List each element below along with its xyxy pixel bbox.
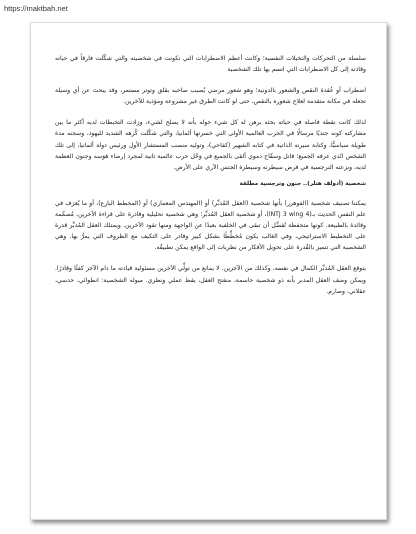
paragraph-3: لذلك كانت نقطة فاصلة في حياته بحثه برهن له كل شيء حوله بأنه لا يصلح لشيء، وزادت التخبطات لديه أكثر ما بين مشاركته كونه جنديًا مرسالًا في الحرب العالمية الأولى التي خسرتها ألمانيا، والتي شكّلت كُرهه الشديد لليهود، وسجنه مدة طويلة سياسيًّا، وكتابة سيرته الذاتية في كتابه الشهير (كفاحي)، وتوليه منصب المستشار الأول ورئيس دولة ألمانيا، إلى تلك الشخص الذي عرفه الجميع؛ قاتل وسفّاح دموي ألقى بالجميع في وَحْل حرب عالمية ثانية لمجرد إرضاء هَوَسه وجنون العظمة لديه، ونزعته النرجسية في فرض سيطرته وسيطرة الجنس الآري على الأرض. <box>55 119 366 171</box>
paragraph-2: اضطراب أو عُقدة النقص والشعور بالدونية؛ وهو شعور مرضي يُصيب صاحبه بقلق وتوتر مستمر، وقد يبحث عن أي وسيلة تجعله في مكانة متقدمة لعلاج شعوره بالنقص، حتى لو كانت الطرق غير مشروعة ومؤذية للآخرين. <box>55 87 366 106</box>
site-url: https://maktbah.net <box>4 4 68 13</box>
document-page <box>30 22 387 520</box>
paragraph-1: سلسلة من التحركات والتخيلات النفسية؛ وكانت أعظم الاضطرابات التي تكونت في شخصيته والتي شكّلت فارقاً في حياته وقادته إلى كل الاضطرابات التي اتسم بها تلك الشخصية <box>55 55 366 74</box>
paragraph-4: يمكننا تصنيف شخصية (الفوهرر) بأنها شخصية (العقل المُدبِّر) أو (المهندس المعماري) أو (المخطط البارع)، أو ما يُعرَف في علم النفس الحديث بـ(INTJ 3 wing 4)، أو شخصية العقل المُدبِّر؛ وهي شخصية تحليلية وقادرة على قراءة الآخرين، مُصمِّمة وقائدة بالطبيعة. كونها متحفظة تُفضِّل أن تبقى في الخلفية بعيدًا عن الواجهة ومنها تقود الآخرين. ويمتلك العقل المُدبِّر قدرة على التخطيط الاستراتيجي، وفي الغالب يكون مُخطِّطًا بشكل كبير وقادر على التكيف مع الظروف التي يمرُّ بها. وهي الشخصية التي تتميز بالقُدرة على تحويل الأفكار من نظريات إلى الواقع يمكن تطبيقُه. <box>55 199 366 252</box>
paragraph-5: يتوقع العقل المُدبِّر الكمال في نفسه، وكذلك من الآخرين. لا يمانع من تولِّي الآخرين مسئولية قيادته ما دام الآخر كفئًا وقادرًا. ويمكن وصف العقل المدبر بأنه ذو شخصية حاسمة، منفتح العقل، يقظ عملي ونظري. ميوله الشخصية: انطوائي، حدسي، عقلاني، وصارم. <box>55 265 366 295</box>
section-heading: شخصية (أدولف هتلر).. جنون وترجسية مطلقة <box>239 180 366 187</box>
document-body <box>55 53 366 307</box>
